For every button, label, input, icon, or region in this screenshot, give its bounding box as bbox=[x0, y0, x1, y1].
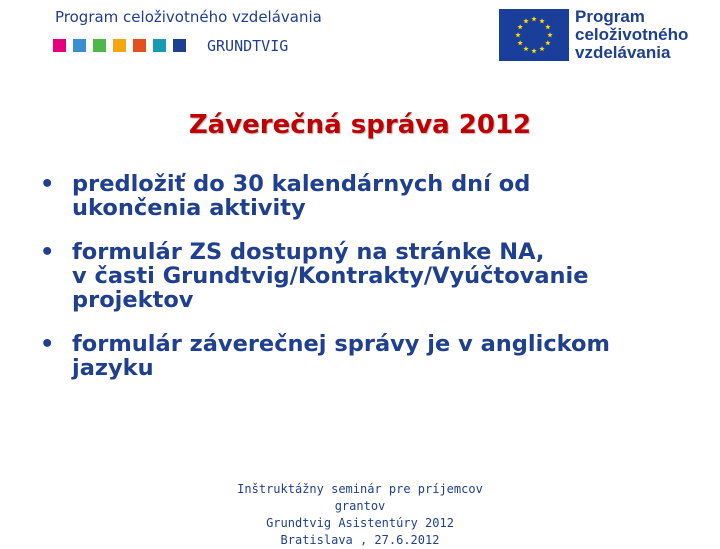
eu-star-icon bbox=[523, 18, 528, 23]
bullet-line: predložiť do 30 kalendárnych dní od bbox=[72, 171, 531, 197]
bullet-line: projektov bbox=[72, 287, 194, 313]
logo-line-3: vzdelávania bbox=[575, 43, 671, 62]
eu-star-icon bbox=[539, 46, 544, 51]
eu-stars-icon bbox=[499, 9, 569, 61]
color-square bbox=[53, 39, 66, 52]
slide-title: Záverečná správa 2012 bbox=[188, 110, 532, 140]
eu-star-icon bbox=[531, 48, 536, 53]
bullet-item bbox=[34, 332, 704, 380]
bullet-item bbox=[34, 172, 704, 220]
color-square bbox=[73, 39, 86, 52]
eu-star-icon bbox=[517, 24, 522, 29]
bullet-line: ukončenia aktivity bbox=[72, 195, 306, 221]
eu-program-logo-text bbox=[575, 8, 688, 62]
bullet-line: formulár ZS dostupný na stránke NA, bbox=[72, 239, 545, 265]
bullet-line: jazyku bbox=[72, 355, 154, 381]
logo-line-1: Program bbox=[575, 7, 645, 26]
subprogram-label: GRUNDTVIG bbox=[207, 37, 289, 55]
footer-line-2: Grundtvig Asistentúry 2012 bbox=[266, 516, 454, 530]
color-square bbox=[173, 39, 186, 52]
footer-line-1: Inštruktážny seminár pre príjemcov grantov bbox=[237, 482, 483, 513]
color-square bbox=[153, 39, 166, 52]
header-program-title: Program celoživotného vzdelávania bbox=[55, 8, 322, 26]
color-square bbox=[93, 39, 106, 52]
logo-line-2: celoživotného bbox=[575, 25, 689, 44]
eu-star-icon bbox=[539, 18, 544, 23]
bullet-line: formulár záverečnej správy je v anglickom bbox=[72, 331, 610, 357]
color-square bbox=[133, 39, 146, 52]
eu-star-icon bbox=[523, 46, 528, 51]
eu-star-icon bbox=[545, 24, 550, 29]
eu-star-icon bbox=[545, 40, 550, 45]
eu-star-icon bbox=[515, 32, 520, 37]
bullet-icon: • bbox=[40, 171, 55, 197]
eu-star-icon bbox=[517, 40, 522, 45]
bullet-list bbox=[34, 172, 704, 380]
eu-star-icon bbox=[547, 32, 552, 37]
bullet-item bbox=[34, 240, 704, 312]
footer-text bbox=[210, 481, 510, 549]
eu-flag-logo bbox=[499, 9, 569, 61]
color-squares bbox=[53, 39, 186, 52]
eu-star-icon bbox=[531, 16, 536, 21]
bullet-icon: • bbox=[40, 331, 55, 357]
bullet-icon: • bbox=[40, 239, 55, 265]
bullet-line: v časti Grundtvig/Kontrakty/Vyúčtovanie bbox=[72, 263, 589, 289]
footer-line-3: Bratislava , 27.6.2012 bbox=[280, 533, 440, 547]
color-square bbox=[113, 39, 126, 52]
